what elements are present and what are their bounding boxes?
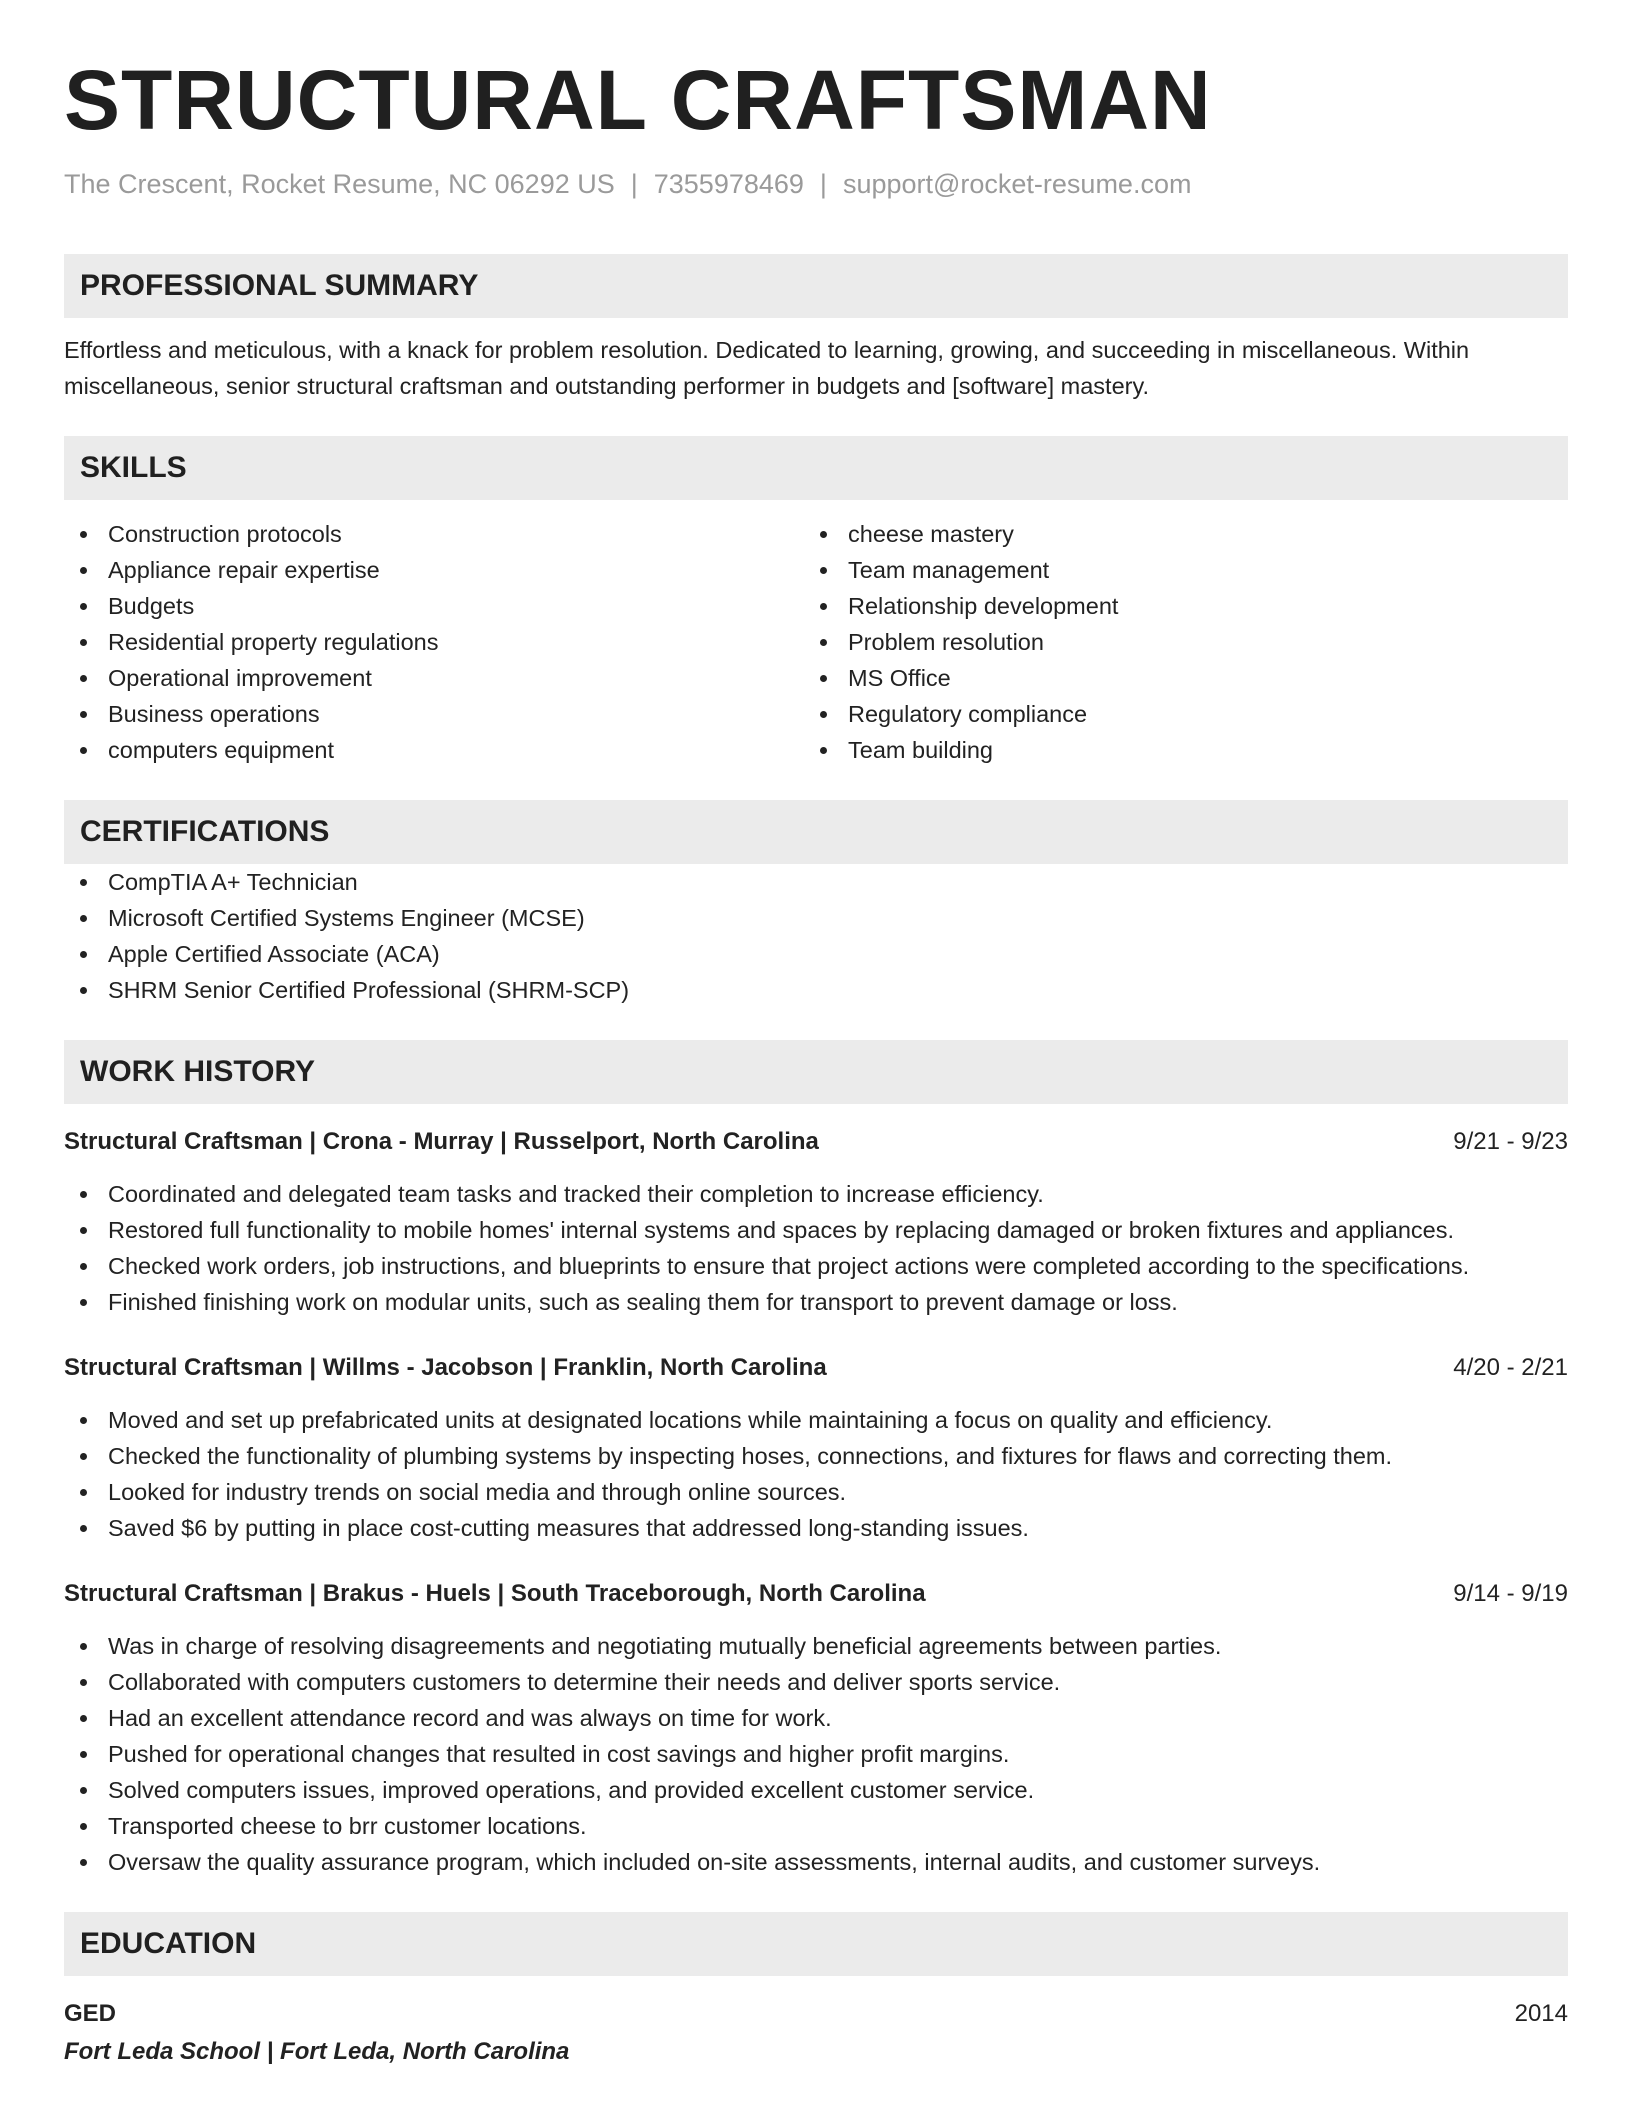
job-bullet: Checked the functionality of plumbing systems by inspecting hoses, connections, and fixtures for flaws and correcting them. xyxy=(64,1438,1568,1474)
job-header xyxy=(64,1576,1568,1612)
education-heading: EDUCATION xyxy=(64,1912,1568,1976)
job-dates: 4/20 - 2/21 xyxy=(1453,1354,1568,1381)
job-bullet: Pushed for operational changes that resulted in cost savings and higher profit margins. xyxy=(64,1736,1568,1772)
job-bullets xyxy=(64,1176,1568,1320)
education-degree: GED xyxy=(64,2000,117,2027)
job-header xyxy=(64,1350,1568,1386)
job-bullet: Moved and set up prefabricated units at designated locations while maintaining a focus on quality and efficiency. xyxy=(64,1402,1568,1438)
contact-line xyxy=(64,166,1568,202)
job-title: Structural Craftsman | Brakus - Huels | South Traceborough, North Carolina xyxy=(64,1580,926,1607)
job-bullet: Coordinated and delegated team tasks and tracked their completion to increase efficiency. xyxy=(64,1176,1568,1212)
skill-item: Construction protocols xyxy=(64,516,804,552)
job-bullet: Was in charge of resolving disagreements and negotiating mutually beneficial agreements between parties. xyxy=(64,1628,1568,1664)
skill-item: Problem resolution xyxy=(804,624,1544,660)
job-title: Structural Craftsman | Crona - Murray | Russelport, North Carolina xyxy=(64,1128,819,1155)
contact-address: The Crescent, Rocket Resume, NC 06292 US xyxy=(64,169,615,199)
job-bullet: Had an excellent attendance record and was always on time for work. xyxy=(64,1700,1568,1736)
job-bullet: Solved computers issues, improved operations, and provided excellent customer service. xyxy=(64,1772,1568,1808)
skill-item: Team building xyxy=(804,732,1544,768)
skill-item: Appliance repair expertise xyxy=(64,552,804,588)
job-bullets xyxy=(64,1402,1568,1546)
education-entry xyxy=(64,1996,1568,2070)
job-header xyxy=(64,1124,1568,1160)
job-title: Structural Craftsman | Willms - Jacobson | Franklin, North Carolina xyxy=(64,1354,827,1381)
skills-list-right xyxy=(804,516,1544,768)
job-bullet: Saved $6 by putting in place cost-cutting measures that addressed long-standing issues. xyxy=(64,1510,1568,1546)
contact-phone: 7355978469 xyxy=(653,169,804,199)
contact-separator: | xyxy=(630,169,638,199)
job-bullet: Looked for industry trends on social media and through online sources. xyxy=(64,1474,1568,1510)
skills-columns xyxy=(64,516,1568,768)
skill-item: Team management xyxy=(804,552,1544,588)
certification-item: Microsoft Certified Systems Engineer (MCSE) xyxy=(64,900,1568,936)
contact-separator: | xyxy=(819,169,827,199)
education-year: 2014 xyxy=(1514,2000,1568,2027)
skill-item: Business operations xyxy=(64,696,804,732)
skill-item: Operational improvement xyxy=(64,660,804,696)
skill-item: computers equipment xyxy=(64,732,804,768)
job-dates: 9/21 - 9/23 xyxy=(1453,1128,1568,1155)
skill-item: Regulatory compliance xyxy=(804,696,1544,732)
skill-item: cheese mastery xyxy=(804,516,1544,552)
summary-text: Effortless and meticulous, with a knack for problem resolution. Dedicated to learning, growing, and succeeding in miscellaneous. Within miscellaneous, senior structural craftsman and outstanding performer in budgets and [software] mastery. xyxy=(64,337,1470,399)
skill-item: Relationship development xyxy=(804,588,1544,624)
education-school: Fort Leda School | Fort Leda, North Carolina xyxy=(64,2038,570,2065)
job-bullet: Collaborated with computers customers to determine their needs and deliver sports service. xyxy=(64,1664,1568,1700)
skills-heading: SKILLS xyxy=(64,436,1568,500)
job-entry xyxy=(64,1350,1568,1546)
contact-email: support@rocket-resume.com xyxy=(842,169,1192,199)
job-bullet: Restored full functionality to mobile homes' internal systems and spaces by replacing damaged or broken fixtures and appliances. xyxy=(64,1212,1568,1248)
job-bullets xyxy=(64,1628,1568,1880)
job-bullet: Finished finishing work on modular units, such as sealing them for transport to prevent damage or loss. xyxy=(64,1284,1568,1320)
resume-name: STRUCTURAL CRAFTSMAN xyxy=(64,53,1212,147)
job-bullet: Checked work orders, job instructions, and blueprints to ensure that project actions were completed according to the specifications. xyxy=(64,1248,1568,1284)
certification-item: CompTIA A+ Technician xyxy=(64,864,1568,900)
job-dates: 9/14 - 9/19 xyxy=(1453,1580,1568,1607)
skill-item: Residential property regulations xyxy=(64,624,804,660)
job-entry xyxy=(64,1124,1568,1320)
summary-heading: PROFESSIONAL SUMMARY xyxy=(64,254,1568,318)
skills-list-left xyxy=(64,516,804,768)
certification-item: Apple Certified Associate (ACA) xyxy=(64,936,1568,972)
job-entry xyxy=(64,1576,1568,1880)
certifications-list xyxy=(64,864,1568,1008)
job-bullet: Transported cheese to brr customer locations. xyxy=(64,1808,1568,1844)
job-bullet: Oversaw the quality assurance program, which included on-site assessments, internal audits, and customer surveys. xyxy=(64,1844,1568,1880)
work-history-heading: WORK HISTORY xyxy=(64,1040,1568,1104)
skill-item: MS Office xyxy=(804,660,1544,696)
certification-item: SHRM Senior Certified Professional (SHRM-SCP) xyxy=(64,972,1568,1008)
certifications-heading: CERTIFICATIONS xyxy=(64,800,1568,864)
education-header xyxy=(64,1996,1568,2032)
skill-item: Budgets xyxy=(64,588,804,624)
